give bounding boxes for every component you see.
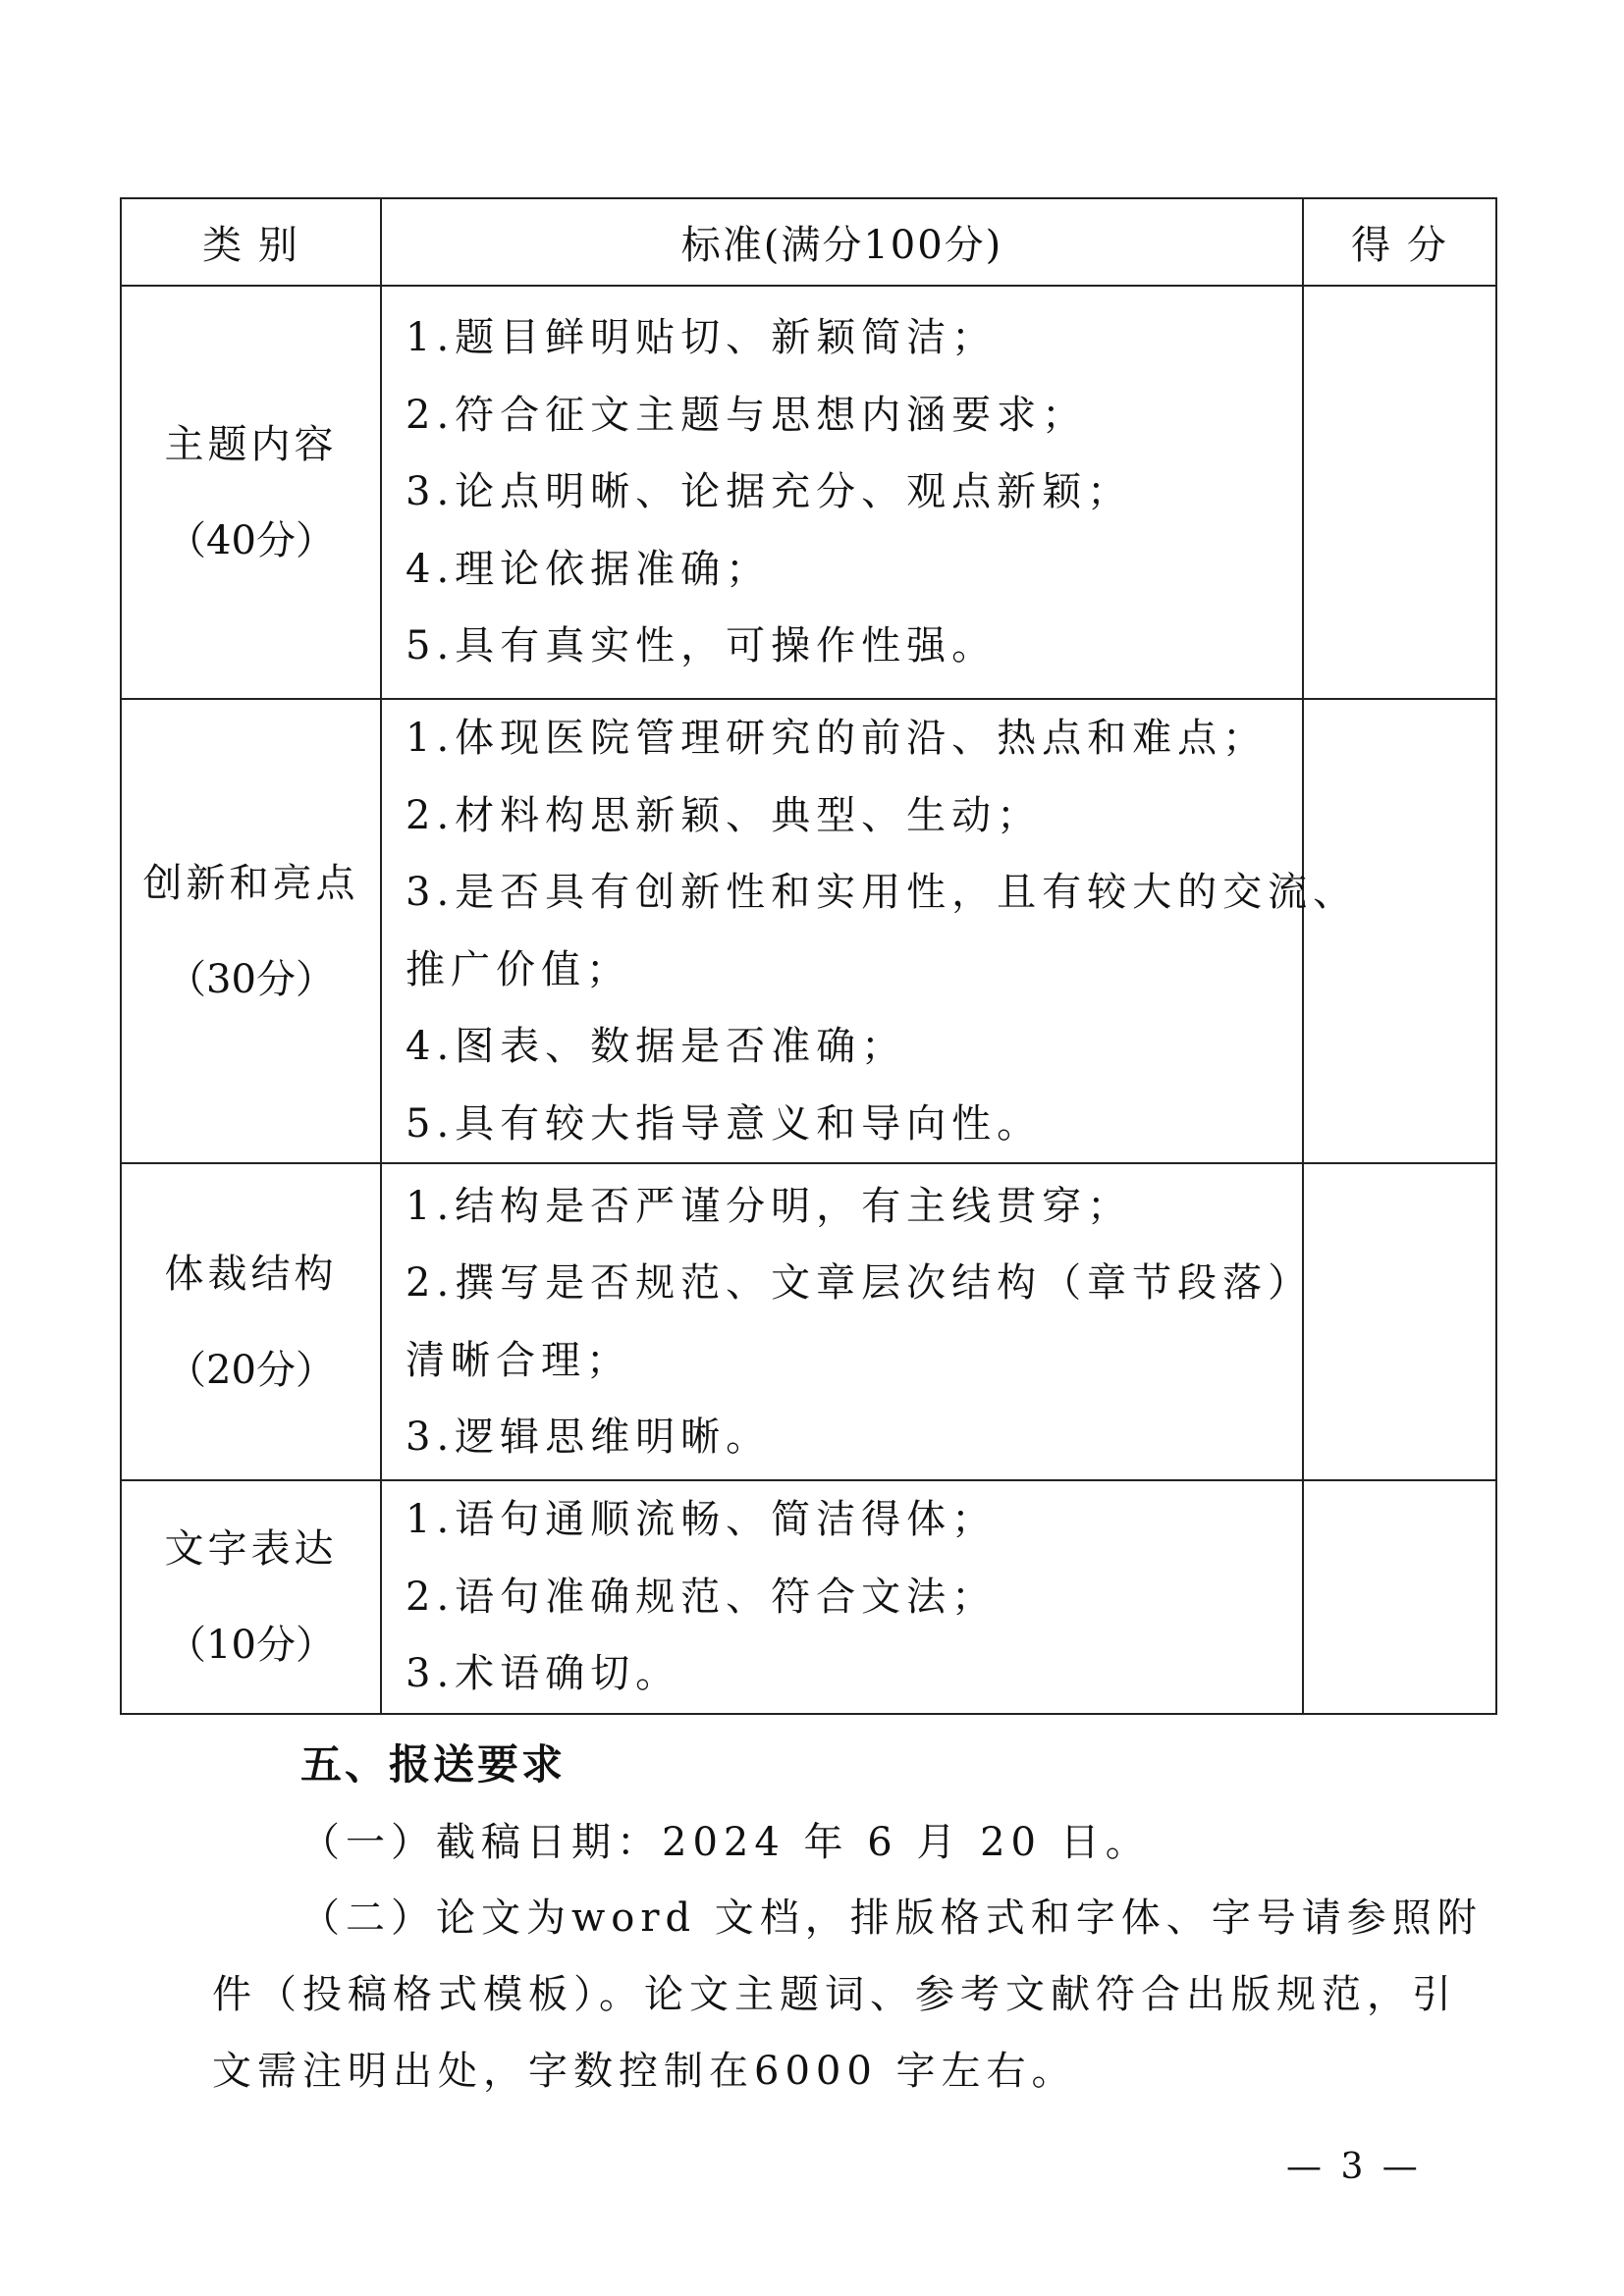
- criteria-item: 1.结构是否严谨分明，有主线贯穿；: [406, 1183, 1133, 1229]
- table-row: [121, 286, 1496, 699]
- criteria-item: 3.论点明晰、论据充分、观点新颖；: [406, 469, 1133, 515]
- score-cell[interactable]: [1303, 1480, 1496, 1714]
- category-cell: [121, 699, 381, 1163]
- criteria-item: 推广价值；: [406, 946, 631, 992]
- criteria-item: 2.材料构思新颖、典型、生动；: [406, 792, 1043, 838]
- criteria-cell: [381, 699, 1359, 1163]
- criteria-cell: [381, 1480, 1303, 1714]
- section-heading: 五、报送要求: [300, 1740, 567, 1789]
- scoring-table: [120, 197, 1497, 1715]
- criteria-item: 4.图表、数据是否准确；: [406, 1024, 907, 1069]
- criteria-item: 清晰合理；: [406, 1337, 631, 1383]
- criteria-item: 2.语句准确规范、符合文法；: [406, 1574, 998, 1620]
- criteria-item: 3.术语确切。: [406, 1651, 681, 1697]
- paragraph-line: （二）论文为word 文档，排版格式和字体、字号请参照附: [300, 1896, 1483, 1941]
- criteria-cell: [381, 286, 1303, 699]
- category-name: 创新和亮点: [142, 860, 359, 906]
- category-points: （10分）: [167, 1623, 335, 1668]
- criteria-item: 2.撰写是否规范、文章层次结构（章节段落）: [406, 1260, 1314, 1306]
- category-points: （20分）: [167, 1347, 335, 1393]
- criteria-item: 1.题目鲜明贴切、新颖简洁；: [406, 315, 998, 361]
- category-cell: [121, 1163, 381, 1480]
- criteria-item: 4.理论依据准确；: [406, 546, 772, 592]
- table-row: [121, 1480, 1496, 1714]
- score-cell[interactable]: [1303, 699, 1496, 1163]
- criteria-item: 5.具有较大指导意义和导向性。: [406, 1100, 1043, 1147]
- category-name: 体裁结构: [164, 1251, 338, 1297]
- table-row: [121, 699, 1496, 1163]
- header-criteria: 标准(满分100分): [381, 198, 1303, 286]
- paragraph-line: 文需注明出处，字数控制在6000 字左右。: [212, 2049, 1077, 2094]
- criteria-item: 1.体现医院管理研究的前沿、热点和难点；: [406, 716, 1269, 761]
- header-category: 类 别: [121, 198, 381, 286]
- paragraph-line: 件（投稿格式模板）。论文主题词、参考文献符合出版规范，引: [212, 1972, 1457, 2017]
- category-cell: [121, 1480, 381, 1714]
- criteria-item: 3.逻辑思维明晰。: [406, 1415, 772, 1460]
- table-row: [121, 1163, 1496, 1480]
- criteria-item: 2.符合征文主题与思想内涵要求；: [406, 392, 1088, 438]
- criteria-item: 3.是否具有创新性和实用性，且有较大的交流、: [406, 870, 1359, 915]
- page-number: — 3 —: [1286, 2147, 1422, 2187]
- header-score: 得 分: [1303, 198, 1496, 286]
- criteria-item: 1.语句通顺流畅、简洁得体；: [406, 1497, 998, 1543]
- category-name: 主题内容: [164, 421, 338, 467]
- score-cell[interactable]: [1303, 1163, 1496, 1480]
- criteria-item: 5.具有真实性，可操作性强。: [406, 623, 998, 669]
- paragraph-line: （一）截稿日期：2024 年 6 月 20 日。: [300, 1820, 1151, 1865]
- category-cell: [121, 286, 381, 699]
- category-points: （30分）: [167, 956, 335, 1002]
- score-cell[interactable]: [1303, 286, 1496, 699]
- category-name: 文字表达: [164, 1526, 338, 1572]
- table-header-row: [121, 198, 1496, 286]
- category-points: （40分）: [167, 517, 335, 563]
- criteria-cell: [381, 1163, 1314, 1480]
